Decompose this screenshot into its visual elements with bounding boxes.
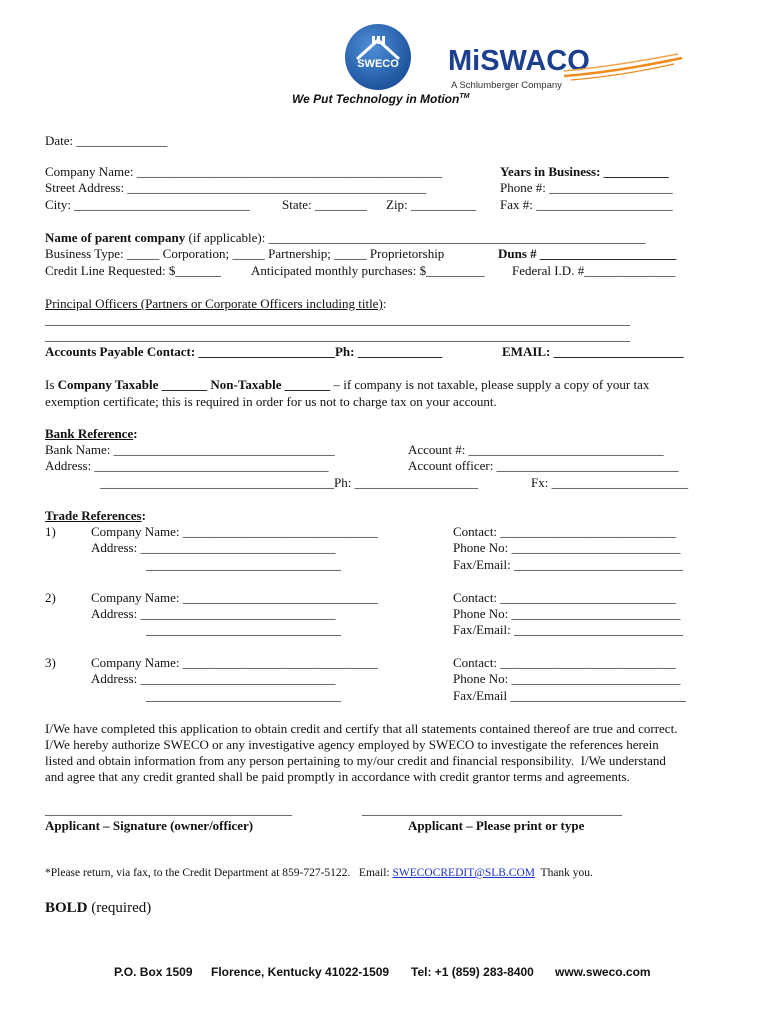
principal-officers-colon: : [382,296,387,311]
signature-line[interactable]: ______________________________________ [45,802,292,817]
principal-officers-line-1[interactable]: __________________________________________________________________________________________ [45,312,630,327]
tax-options: Company Taxable _______ Non-Taxable _______ [57,377,331,392]
bank-fax-field[interactable]: Fx: _____________________ [531,475,689,490]
trade-ref-fax-field[interactable]: Fax/Email: __________________________ [453,557,684,572]
trade-references-label: Trade References [45,508,142,523]
federal-id-field[interactable]: Federal I.D. #______________ [512,263,676,278]
tax-status-line[interactable] [45,377,649,393]
principal-officers-heading [45,296,386,312]
parent-company-label: Name of parent company [45,230,186,245]
footer-tel: Tel: +1 (859) 283-8400 [411,965,534,979]
trade-ref-fax-field[interactable]: Fax/Email ___________________________ [453,688,686,703]
duns-field[interactable]: Duns # _____________________ [498,246,677,261]
miswaco-sub: A Schlumberger Company [451,80,562,91]
print-name-label: Applicant – Please print or type [408,818,585,833]
bold-word: BOLD [45,900,88,916]
trade-ref-address-field[interactable]: Address: ______________________________ [91,540,336,555]
trade-ref-number: 3) [45,655,56,670]
bank-name-field[interactable]: Bank Name: __________________________________ [45,442,335,457]
trade-ref-number: 1) [45,524,56,539]
trade-ref-address-field[interactable]: Address: ______________________________ [91,606,336,621]
certification-line: and agree that any credit granted shall be paid promptly in accordance with credit grantor terms and agreements. [45,769,630,784]
trade-ref-phone-field[interactable]: Phone No: __________________________ [453,671,681,686]
tax-note: – if company is not taxable, please supply a copy of your tax [330,377,650,392]
thank-you-text: Thank you. [535,867,593,879]
tagline-text: We Put Technology in Motion [292,92,460,106]
tax-prefix: Is [45,377,58,392]
bank-address-field[interactable]: Address: ____________________________________ [45,458,329,473]
miswaco-logo [446,42,686,96]
tax-note-line-2: exemption certificate; this is required in order for us not to charge tax on your account. [45,394,497,409]
trade-ref-address-field[interactable]: Address: ______________________________ [91,671,336,686]
account-number-field[interactable]: Account #: ______________________________ [408,442,664,457]
business-type-field[interactable]: Business Type: _____ Corporation; _____ Partnership; _____ Proprietorship [45,246,445,261]
trade-ref-contact-field[interactable]: Contact: ___________________________ [453,655,676,670]
trade-references-heading [45,508,146,524]
phone-field[interactable]: Phone #: ___________________ [500,180,673,195]
sweco-logo [343,22,413,92]
zip-field[interactable]: Zip: __________ [386,197,476,212]
trade-ref-address2-field[interactable]: ______________________________ [146,557,341,572]
trade-ref-company-field[interactable]: Company Name: ______________________________ [91,655,378,670]
certification-line: I/We hereby authorize SWECO or any investigative agency employed by SWECO to investigate the references herein [45,737,659,752]
ap-contact-field[interactable]: Accounts Payable Contact: _____________________Ph: _____________ [45,344,443,359]
ap-email-field[interactable]: EMAIL: ____________________ [502,344,684,359]
bank-reference-heading [45,426,138,442]
tagline [292,92,469,106]
principal-officers-line-2[interactable]: __________________________________________________________________________________________ [45,328,630,343]
trade-ref-number: 2) [45,590,56,605]
footer-website[interactable]: www.sweco.com [555,965,651,979]
bank-reference-label: Bank Reference [45,426,134,441]
account-officer-field[interactable]: Account officer: ____________________________ [408,458,679,473]
company-name-field[interactable]: Company Name: _______________________________________________ [45,164,443,179]
trade-ref-phone-field[interactable]: Phone No: __________________________ [453,540,681,555]
credit-email-link[interactable]: SWECOCREDIT@SLB.COM [392,867,536,879]
footer-po-box: P.O. Box 1509 [114,965,193,979]
return-note [45,865,593,881]
street-address-field[interactable]: Street Address: ______________________________________________ [45,180,427,195]
trade-ref-fax-field[interactable]: Fax/Email: __________________________ [453,622,684,637]
certification-line: I/We have completed this application to obtain credit and certify that all statements contained thereof are true and correct. [45,721,678,736]
miswaco-brand: MiSWACO [448,45,590,77]
trade-ref-address2-field[interactable]: ______________________________ [146,688,341,703]
footer-city: Florence, Kentucky 41022-1509 [211,965,390,979]
required-word: (required) [87,900,152,916]
trade-ref-company-field[interactable]: Company Name: ______________________________ [91,590,378,605]
years-in-business-field[interactable]: Years in Business: __________ [500,164,669,179]
trade-ref-contact-field[interactable]: Contact: ___________________________ [453,524,676,539]
monthly-purchases-field[interactable]: Anticipated monthly purchases: $_________ [251,263,485,278]
trade-ref-address2-field[interactable]: ______________________________ [146,622,341,637]
print-name-line[interactable]: ________________________________________ [362,802,622,817]
sweco-logo-text: SWECO [357,58,399,70]
parent-company-blank: (if applicable): __________________________________________________________ [185,230,646,245]
bank-address-phone-field[interactable]: ____________________________________Ph: ___________________ [100,475,479,490]
signature-label: Applicant – Signature (owner/officer) [45,818,254,833]
trade-references-colon: : [141,508,146,523]
date-field[interactable]: Date: ______________ [45,133,168,148]
principal-officers-label: Principal Officers (Partners or Corporate Officers including title) [45,296,383,311]
trademark-mark: TM [459,93,470,100]
state-field[interactable]: State: ________ [282,197,367,212]
city-field[interactable]: City: ___________________________ [45,197,250,212]
bold-required-note [45,899,151,917]
credit-line-field[interactable]: Credit Line Requested: $_______ [45,263,221,278]
certification-line: listed and obtain information from any person pertaining to my/our credit and financial responsibility. I/We understand [45,753,666,768]
fax-field[interactable]: Fax #: _____________________ [500,197,673,212]
parent-company-field[interactable] [45,230,646,246]
return-note-text: *Please return, via fax, to the Credit Department at 859-727-5122. Email: [45,867,393,879]
trade-ref-contact-field[interactable]: Contact: ___________________________ [453,590,676,605]
trade-ref-company-field[interactable]: Company Name: ______________________________ [91,524,378,539]
trade-ref-phone-field[interactable]: Phone No: __________________________ [453,606,681,621]
bank-reference-colon: : [133,426,138,441]
